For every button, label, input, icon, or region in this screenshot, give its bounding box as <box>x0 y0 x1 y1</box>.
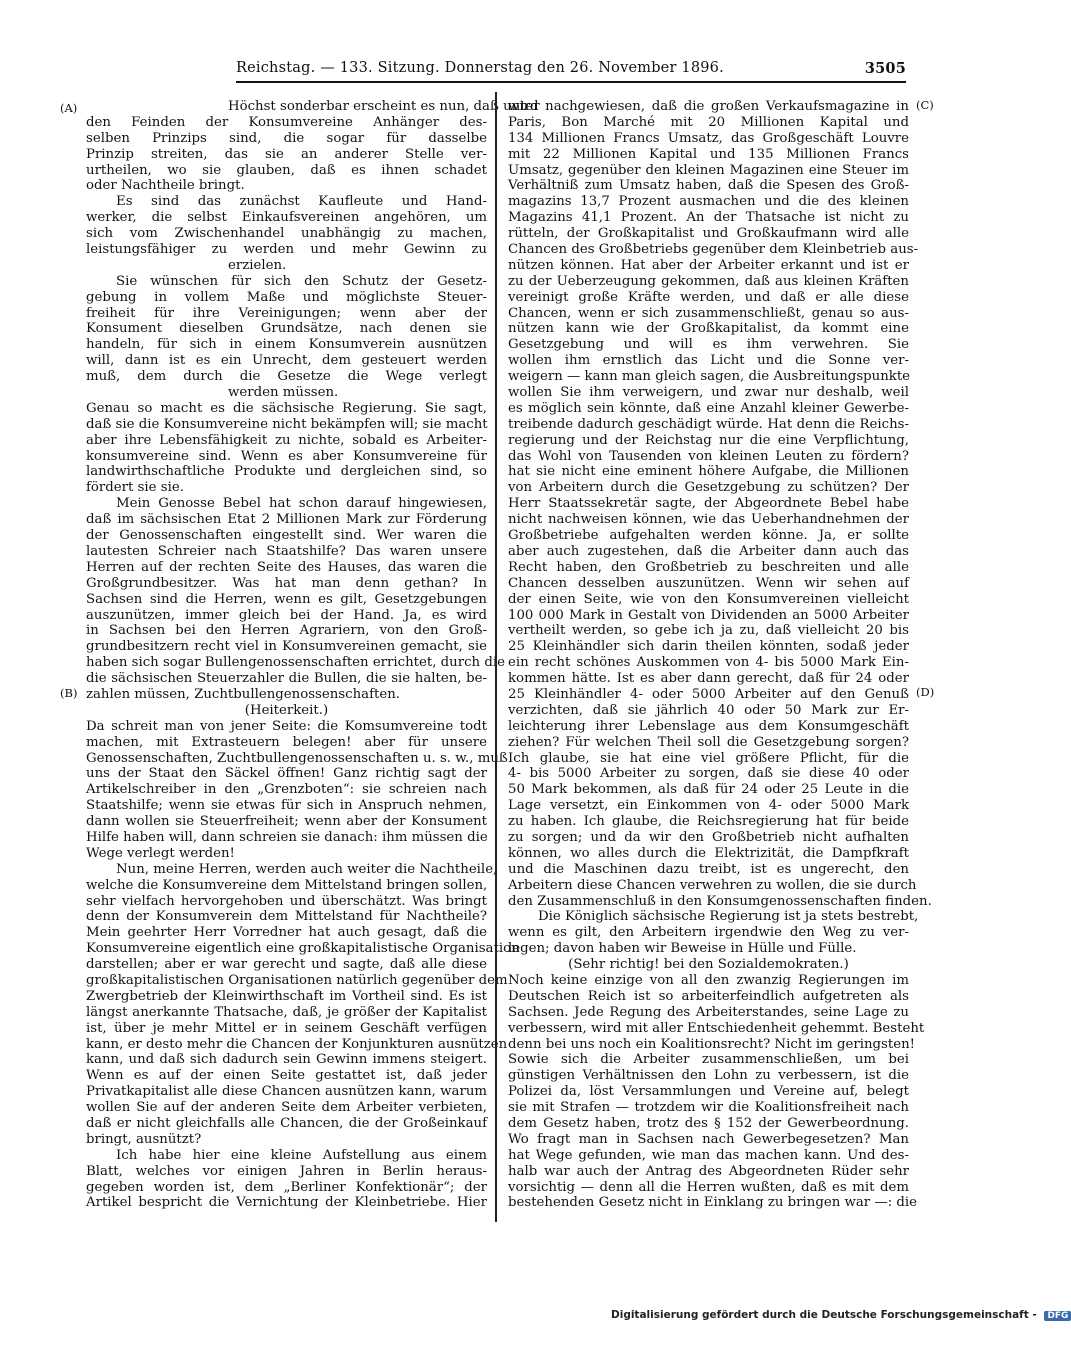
text-line: Deutschen Reich ist so arbeiterfeindlich aufgetreten als <box>508 988 909 1004</box>
text-line: muß, dem durch die Gesetze die Wege verlegt <box>86 369 487 385</box>
text-line: halb war auch der Antrag des Abgeordneten Rüder sehr <box>508 1163 909 1179</box>
text-line: legen; davon haben wir Beweise in Hülle und Fülle. <box>508 941 857 957</box>
text-line: kann, und daß sich dadurch sein Gewinn immens steigert. <box>86 1052 487 1068</box>
text-line: ist, über je mehr Mittel er in seinem Geschäft verfügen <box>86 1020 487 1036</box>
text-line: lautesten Schreier nach Staatshilfe? Das waren unsere <box>86 543 487 559</box>
text-line: Hilfe haben will, dann schreien sie danach: ihm müssen die <box>86 829 488 845</box>
text-line: magazins 13,7 Prozent ausmachen und die des kleinen <box>508 194 909 210</box>
text-line: treibende dadurch geschädigt würde. Hat denn die Reichs- <box>508 416 909 432</box>
text-line: zu sorgen; und da wir den Großbetrieb nicht aufhalten <box>508 829 909 845</box>
text-line: Prinzip streiten, das sie an anderer Stelle ver- <box>86 146 487 162</box>
text-line: Artikel bespricht die Vernichtung der Kleinbetriebe. Hier <box>86 1195 487 1211</box>
text-line: vorsichtig — denn all die Herren wußten, daß es mit dem <box>508 1179 909 1195</box>
text-line: grundbesitzern recht viel in Konsumvereinen gemacht, sie <box>86 639 487 655</box>
text-line: wollen ihm ernstlich das Licht und die Sonne ver- <box>508 353 909 369</box>
text-line: Konsument dieselben Grundsätze, nach denen sie <box>86 321 487 337</box>
text-line: will, dann ist es ein Unrecht, dem gesteuert werden <box>86 353 487 369</box>
text-line: Herr Staatssekretär sagte, der Abgeordnete Bebel habe <box>508 496 909 512</box>
text-line: zu der Ueberzeugung gekommen, daß aus kleinen Kräften <box>508 273 909 289</box>
text-line: oder Nachtheile bringt. <box>86 178 245 194</box>
text-line: Paris, Bon Marché mit 20 Millionen Kapital und <box>508 114 909 130</box>
text-line: 25 Kleinhändler 4- oder 5000 Arbeiter auf den Genuß <box>508 686 909 702</box>
text-line: Mein Genosse Bebel hat schon darauf hingewiesen, <box>116 496 487 512</box>
text-line: Ich habe hier eine kleine Aufstellung aus einem <box>116 1147 487 1163</box>
text-line: Lage versetzt, ein Einkommen von 4- oder 5000 Mark <box>508 798 909 814</box>
text-line: verbessern, wird mit aller Entschiedenheit gehemmt. Besteht <box>508 1020 925 1036</box>
text-line: machen, mit Extrasteuern belegen! aber für unsere <box>86 734 487 750</box>
text-line: großkapitalistischen Organisationen natürlich gegenüber dem <box>86 972 508 988</box>
text-line: urtheilen, wo sie glauben, daß es ihnen schadet <box>86 162 487 178</box>
text-line: Blatt, welches vor einigen Jahren in Berlin heraus- <box>86 1163 487 1179</box>
text-line: sehr vielfach hervorgehoben und überschätzt. Was bringt <box>86 893 487 909</box>
text-line: mit 22 Millionen Kapital und 135 Millionen Francs <box>508 146 909 162</box>
text-line: Zwergbetrieb der Kleinwirthschaft im Vortheil sind. Es ist <box>86 988 487 1004</box>
text-line: Noch keine einzige von all den zwanzig Regierungen im <box>508 972 909 988</box>
text-line: Staatshilfe; wenn sie etwas für sich in Anspruch nehmen, <box>86 798 487 814</box>
text-line: Großgrundbesitzer. Was hat man denn gethan? In <box>86 575 487 591</box>
text-line: Chancen, wenn er sich zusammenschließt, genau so aus- <box>508 305 909 321</box>
column-divider <box>495 92 497 1222</box>
text-line: regierung und der Reichstag nur die eine Verpflichtung, <box>508 432 909 448</box>
text-line: selben Prinzips sind, die sogar für dasselbe <box>86 130 487 146</box>
text-line: vertheilt werden, so gebe ich ja zu, daß vielleicht 20 bis <box>508 623 909 639</box>
text-line: verzichten, daß sie jährlich 40 oder 50 Mark zur Er- <box>508 702 909 718</box>
text-line: wird nachgewiesen, daß die großen Verkaufsmagazine in <box>508 99 909 114</box>
text-line: haben sich sogar Bullengenossenschaften errichtet, durch die <box>86 655 505 671</box>
right-text-column <box>508 99 932 1211</box>
text-line: wenn es gilt, den Arbeitern irgendwie den Weg zu ver- <box>508 925 909 941</box>
text-line: Artikelschreiber in den „Grenzboten“: sie schreien nach <box>86 782 487 798</box>
text-line: Mein geehrter Herr Vorredner hat auch gesagt, daß die <box>86 925 487 941</box>
text-line: Genossenschaften, Zuchtbullengenossenschaften u. s. w., muß <box>86 750 508 766</box>
text-line: konsumvereine sind. Wenn es aber Konsumvereine für <box>86 448 487 464</box>
text-line: können, wo alles durch die Elektrizität, die Dampfkraft <box>508 845 909 861</box>
text-line: landwirthschaftliche Produkte und dergleichen sind, so <box>86 464 487 480</box>
left-text-column <box>86 99 540 1211</box>
text-line: Magazins 41,1 Prozent. An der Thatsache ist nicht zu <box>508 210 909 226</box>
text-line: daß er nicht gleichfalls alle Chancen, die der Großeinkauf <box>86 1116 487 1131</box>
text-line: sie mit Strafen — trotzdem wir die Koalitionsfreiheit nach <box>508 1100 909 1116</box>
footer-text: Digitalisierung gefördert durch die Deutsche Forschungsgemeinschaft - <box>611 1309 1037 1321</box>
text-line: Großbetriebe aufgehalten werden könne. Ja, er sollte <box>508 528 909 544</box>
text-line: Recht haben, den Großbetrieb zu beschreiten und alle <box>508 559 909 575</box>
text-line: 4- bis 5000 Arbeiter zu sorgen, daß sie diese 40 oder <box>508 766 909 782</box>
text-line: kommen hätte. Ist es aber dann gerecht, daß für 24 oder <box>508 671 909 687</box>
text-line: 50 Mark bekommen, als daß für 24 oder 25 Leute in die <box>508 782 909 798</box>
text-line: aber auch zugestehen, daß die Arbeiter dann auch das <box>508 543 909 559</box>
text-line: Höchst sonderbar erscheint es nun, daß unter <box>228 99 540 114</box>
text-line: Umsatz, gegenüber den kleinen Magazinen eine Steuer im <box>508 162 909 178</box>
text-line: kann, er desto mehr die Chancen der Konjunkturen ausnützen <box>86 1036 508 1052</box>
text-line: ein recht schönes Auskommen von 4- bis 5000 Mark Ein- <box>508 655 909 671</box>
text-line: Privatkapitalist alle diese Chancen ausnützen kann, warum <box>86 1084 487 1100</box>
margin-mark-c: (C) <box>916 98 934 112</box>
text-line: wollen Sie ihm verweigern, und zwar nur deshalb, weil <box>508 385 909 401</box>
text-line: handeln, für sich in einem Konsumverein ausnützen <box>86 337 487 353</box>
page-number: 3505 <box>864 60 906 77</box>
text-line: es möglich sein könnte, daß eine Anzahl kleiner Gewerbe- <box>508 400 909 416</box>
text-line: hat Wege gefunden, wie man das machen kann. Und des- <box>508 1147 909 1163</box>
text-line: gebung in vollem Maße und möglichste Steuer- <box>86 289 487 305</box>
text-line: uns der Staat den Säckel öffnen! Ganz richtig sagt der <box>86 766 487 782</box>
text-line: freiheit für ihre Vereinigungen; wenn aber der <box>86 305 487 321</box>
text-line: längst anerkannte Thatsache, daß, je größer der Kapitalist <box>86 1004 487 1020</box>
text-line: auszunützen, immer gleich bei der Hand. Ja, es wird <box>86 607 487 623</box>
text-line: in Sachsen bei den Herren Agrariern, von den Groß- <box>86 623 487 639</box>
text-line: hat sie nicht eine eminent höhere Aufgabe, die Millionen <box>508 464 909 480</box>
dfg-logo: DFG <box>1044 1311 1071 1321</box>
text-line: daß im sächsischen Etat 2 Millionen Mark zur Förderung <box>86 512 487 528</box>
text-line: Herren auf der rechten Seite des Hauses, das waren die <box>86 559 487 575</box>
text-line: weigern — kann man gleich sagen, die Ausbreitungspunkte <box>508 369 911 385</box>
text-line: Da schreit man von jener Seite: die Komsumvereine todt <box>86 718 487 734</box>
text-line: wollen Sie auf der anderen Seite dem Arbeiter verbieten, <box>86 1100 487 1116</box>
text-line: Die Königlich sächsische Regierung ist ja stets bestrebt, <box>538 909 919 925</box>
text-line: vereinigt große Kräfte werden, und daß er alle diese <box>508 289 909 305</box>
text-line: Nun, meine Herren, werden auch weiter die Nachtheile, <box>116 861 498 877</box>
text-line: ziehen? Für welchen Theil soll die Gesetzgebung sorgen? <box>508 734 909 750</box>
digitization-footer <box>611 1309 1071 1321</box>
text-line: nützen kann wie der Großkapitalist, da kommt eine <box>508 321 909 337</box>
header-rule <box>236 81 906 83</box>
text-line: darstellen; aber er war gerecht und sagte, daß alle diese <box>86 957 487 973</box>
text-line: denn der Konsumverein dem Mittelstand für Nachtheile? <box>86 909 487 925</box>
text-line: den Zusammenschluß in den Konsumgenossenschaften finden. <box>508 893 932 909</box>
text-line: daß sie die Konsumvereine nicht bekämpfen will; sie macht <box>86 416 488 432</box>
text-line: fördert sie sie. <box>86 480 184 496</box>
text-line: Sie wünschen für sich den Schutz der Gesetz- <box>116 273 487 289</box>
text-line: Chancen des Großbetriebs gegenüber dem Kleinbetrieb aus- <box>508 242 919 258</box>
text-line: aber ihre Lebensfähigkeit zu nichte, sobald es Arbeiter- <box>86 432 487 448</box>
text-line: Ich glaube, sie hat eine viel größere Pflicht, für die <box>508 750 909 766</box>
text-line: Wo fragt man in Sachsen nach Gewerbegesetzen? Man <box>508 1131 909 1147</box>
text-line: günstigen Verhältnissen den Lohn zu verbessern, ist die <box>508 1068 909 1084</box>
margin-mark-b: (B) <box>60 686 78 700</box>
margin-mark-d: (D) <box>916 685 935 699</box>
text-line: von Arbeitern durch die Gesetzgebung zu schützen? Der <box>508 480 909 496</box>
text-line: Arbeitern diese Chancen verwehren zu wollen, die sie durch <box>508 877 917 893</box>
margin-mark-a: (A) <box>60 101 78 115</box>
text-line: der Genossenschaften eingestellt sind. Wer waren die <box>86 528 487 544</box>
text-line: der einen Seite, wie von den Konsumvereinen vielleicht <box>508 591 909 607</box>
text-line: sich vom Zwischenhandel unabhängig zu machen, <box>86 226 487 242</box>
text-line: 134 Millionen Francs Umsatz, das Großgeschäft Louvre <box>508 130 909 146</box>
text-line: leichterung ihrer Lebenslage aus dem Konsumgeschäft <box>508 718 909 734</box>
text-line: (Sehr richtig! bei den Sozialdemokraten.) <box>568 957 849 973</box>
text-line: 100 000 Mark in Gestalt von Dividenden an 5000 Arbeiter <box>508 607 909 623</box>
text-line: denn bei uns noch ein Koalitionsrecht? Nicht im geringsten! <box>508 1036 915 1052</box>
text-line: zu haben. Ich glaube, die Reichsregierung hat für beide <box>508 814 909 830</box>
text-line: rütteln, der Großkapitalist und Großkaufmann wird alle <box>508 226 909 242</box>
text-line: Es sind das zunächst Kaufleute und Hand- <box>116 194 487 210</box>
text-line: dem Gesetz haben, trotz des § 152 der Gewerbeordnung. <box>508 1116 909 1131</box>
text-line: Wenn es auf der einen Seite gestattet ist, daß jeder <box>86 1068 487 1084</box>
text-line: Sachsen. Jede Regung des Arbeiterstandes, seine Lage zu <box>508 1004 909 1020</box>
text-line: leistungsfähiger zu werden und mehr Gewinn zu <box>86 242 487 258</box>
text-line: erzielen. <box>228 257 287 273</box>
text-line: den Feinden der Konsumvereine Anhänger des- <box>86 114 487 130</box>
text-line: nützen können. Hat aber der Arbeiter erkannt und ist er <box>508 257 909 273</box>
text-line: Sowie sich die Arbeiter zusammenschließen, um bei <box>508 1052 909 1068</box>
text-line: werker, die selbst Einkaufsvereinen angehören, um <box>86 210 487 226</box>
text-line: Polizei da, löst Versammlungen und Vereine auf, belegt <box>508 1084 909 1100</box>
text-line: Verhältniß zum Umsatz haben, daß die Spesen des Groß- <box>508 178 909 194</box>
text-line: Konsumvereine eigentlich eine großkapitalistische Organisation <box>86 941 520 957</box>
text-line: nicht nachweisen können, wie das Ueberhandnehmen der <box>508 512 909 528</box>
text-line: Wege verlegt werden! <box>86 845 235 861</box>
text-line: das Wohl von Tausenden von kleinen Leuten zu fördern? <box>508 448 909 464</box>
text-line: gegeben worden ist, dem „Berliner Konfektionär“; der <box>86 1179 487 1195</box>
text-line: und die Maschinen dazu treibt, ist es ungerecht, den <box>508 861 909 877</box>
text-line: bestehenden Gesetz nicht in Einklang zu bringen war —: die <box>508 1195 918 1211</box>
text-line: Chancen desselben auszunützen. Wenn wir sehen auf <box>508 575 909 591</box>
text-line: dann wollen sie Steuerfreiheit; wenn aber der Konsument <box>86 814 487 830</box>
text-line: zahlen müssen, Zuchtbullengenossenschaften. <box>86 686 401 702</box>
text-line: bringt, ausnützt? <box>86 1131 202 1147</box>
header-title: Reichstag. — 133. Sitzung. Donnerstag den 26. November 1896. <box>236 60 724 76</box>
text-line: (Heiterkeit.) <box>244 702 329 718</box>
text-line: Sachsen sind die Herren, wenn es gilt, Gesetzgebungen <box>86 591 487 607</box>
text-line: 25 Kleinhändler sich darin theilen könnten, sodaß jeder <box>508 639 909 655</box>
text-line: werden müssen. <box>228 385 339 401</box>
text-line: Genau so macht es die sächsische Regierung. Sie sagt, <box>86 400 487 416</box>
text-line: Gesetzgebung und will es ihm verwehren. Sie <box>508 337 909 353</box>
text-line: welche die Konsumvereine dem Mittelstand bringen sollen, <box>86 877 488 893</box>
text-line: die sächsischen Steuerzahler die Bullen, die sie halten, be- <box>86 671 487 687</box>
